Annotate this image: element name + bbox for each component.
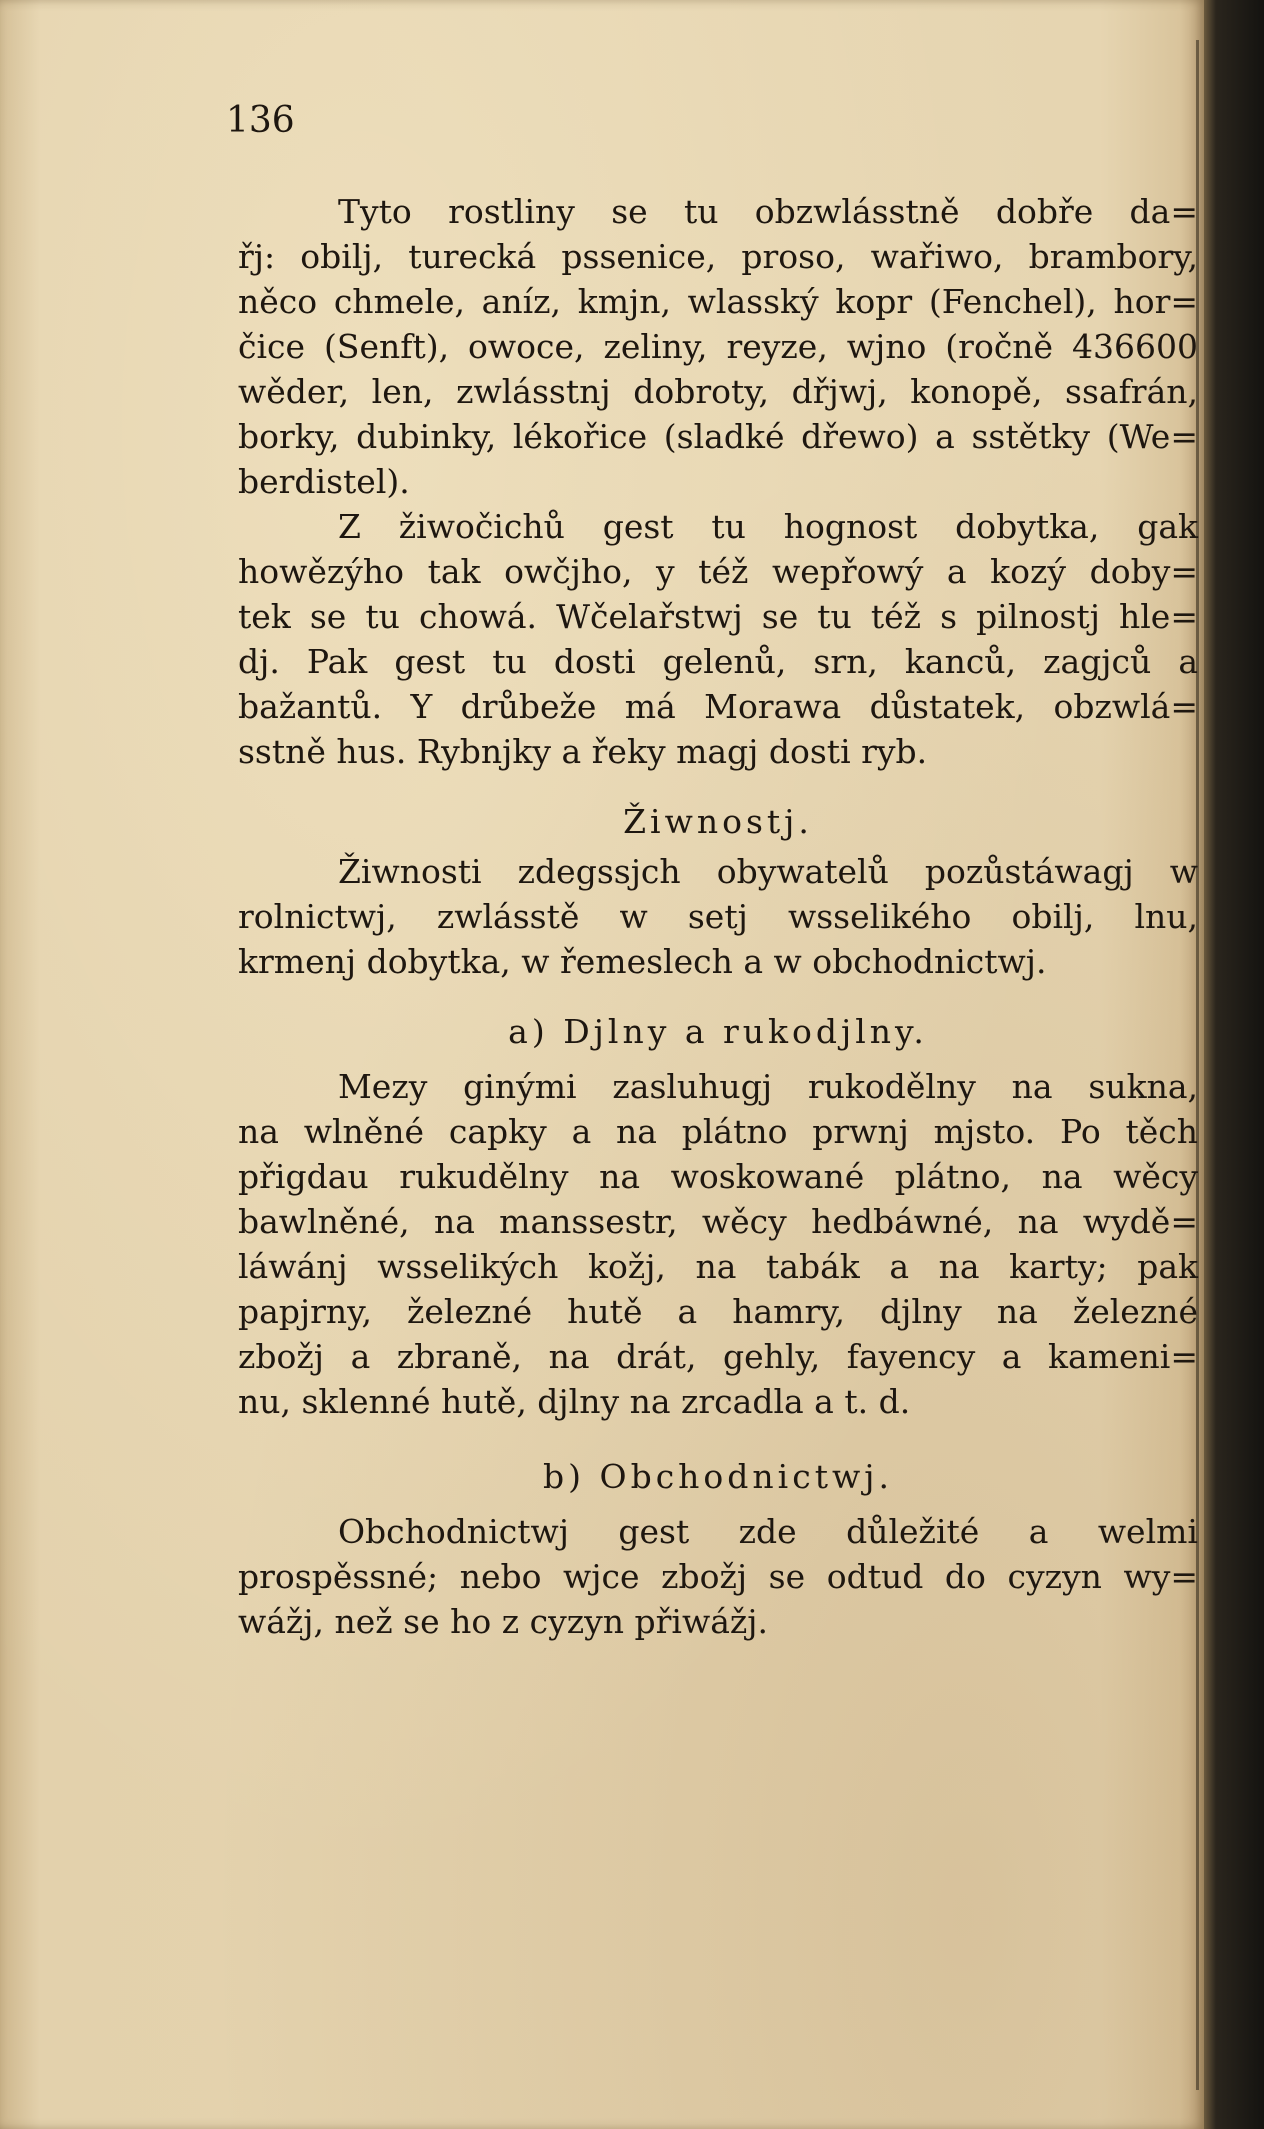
text-line: krmenj dobytka, w řemeslech a w obchodnictwj. bbox=[238, 942, 1047, 981]
section-heading: a) Djlny a rukodjlny. bbox=[508, 1012, 928, 1051]
text-line: bažantů. Y drůbeže má Morawa důstatek, obzwlá= bbox=[238, 687, 1198, 726]
text-line: prospěssné; nebo wjce zbožj se odtud do cyzyn wy= bbox=[238, 1557, 1198, 1596]
section-heading: Žiwnostj. bbox=[623, 802, 813, 841]
text-line: wážj, než se ho z cyzyn přiwážj. bbox=[238, 1602, 768, 1641]
text-line: Žiwnosti zdegssjch obywatelů pozůstáwagj w bbox=[338, 852, 1198, 891]
text-line: zbožj a zbraně, na drát, gehly, fayency a kameni= bbox=[238, 1337, 1198, 1376]
section-heading: b) Obchodnictwj. bbox=[543, 1457, 893, 1496]
text-line: rolnictwj, zwlásstě w setj wsselikého obilj, lnu, bbox=[238, 897, 1198, 936]
text-line: bawlněné, na manssestr, wěcy hedbáwné, na wydě= bbox=[238, 1202, 1198, 1241]
text-line: Mezy ginými zasluhugj rukodělny na sukna, bbox=[338, 1067, 1198, 1106]
text-line: Z žiwočichů gest tu hognost dobytka, gak bbox=[338, 507, 1198, 546]
text-line: Obchodnictwj gest zde důležité a welmi bbox=[338, 1512, 1198, 1551]
text-line: přigdau rukudělny na woskowané plátno, na wěcy bbox=[238, 1157, 1198, 1196]
text-line: borky, dubinky, lékořice (sladké dřewo) a sstětky (We= bbox=[238, 417, 1198, 456]
text-line: řj: obilj, turecká pssenice, proso, wařiwo, brambory, bbox=[238, 237, 1198, 276]
text-line: papjrny, železné hutě a hamry, djlny na železné bbox=[238, 1292, 1198, 1331]
book-spine-shadow bbox=[1204, 0, 1264, 2129]
text-line: sstně hus. Rybnjky a řeky magj dosti ryb. bbox=[238, 732, 928, 771]
text-line: tek se tu chowá. Wčelařstwj se tu též s pilnostj hle= bbox=[238, 597, 1198, 636]
text-line: něco chmele, aníz, kmjn, wlasský kopr (Fenchel), hor= bbox=[238, 282, 1198, 321]
text-line: dj. Pak gest tu dosti gelenů, srn, kanců, zagjců a bbox=[238, 642, 1198, 681]
text-line: na wlněné capky a na plátno prwnj mjsto. Po těch bbox=[238, 1112, 1198, 1151]
text-line: čice (Senft), owoce, zeliny, reyze, wjno (ročně 436600 bbox=[238, 327, 1198, 366]
text-line: Tyto rostliny se tu obzwlásstně dobře da= bbox=[338, 192, 1198, 231]
text-line: wěder, len, zwlásstnj dobroty, dřjwj, konopě, ssafrán, bbox=[238, 372, 1198, 411]
text-line: nu, sklenné hutě, djlny na zrcadla a t. d. bbox=[238, 1382, 911, 1421]
text-line: howězýho tak owčjho, y též wepřowý a kozý doby= bbox=[238, 552, 1198, 591]
text-line: berdistel). bbox=[238, 462, 410, 501]
page-number: 136 bbox=[226, 100, 295, 141]
text-line: láwánj wsselikých kožj, na tabák a na karty; pak bbox=[238, 1247, 1198, 1286]
